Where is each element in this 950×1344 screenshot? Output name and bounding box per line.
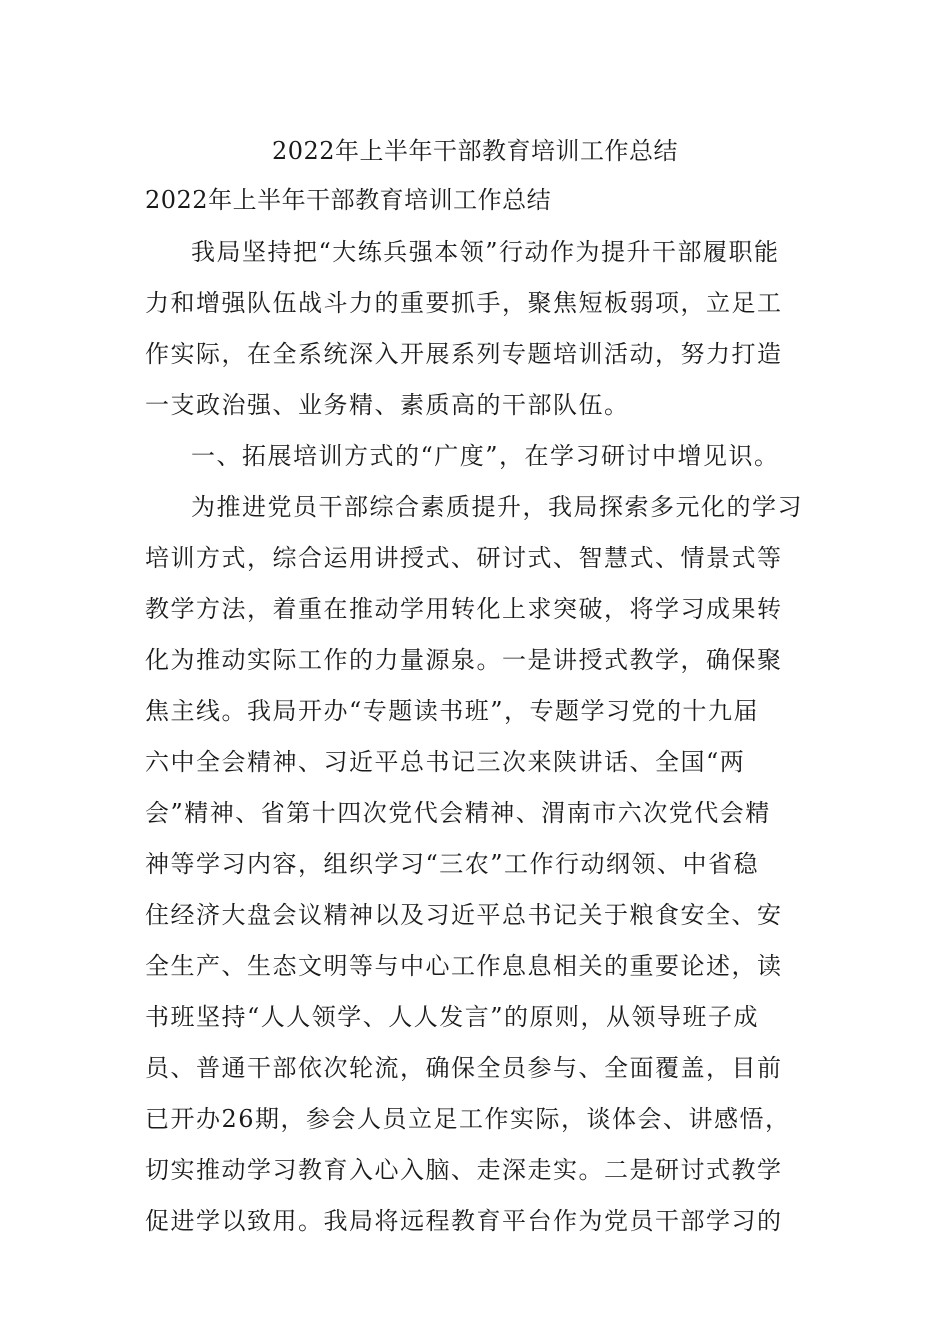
paragraph-line: 培训方式，综合运用讲授式、研讨式、智慧式、情景式等 (145, 544, 783, 572)
paragraph-line: 已开办26期，参会人员立足工作实际，谈体会、讲感悟， (145, 1105, 791, 1133)
paragraph-line: 员、普通干部依次轮流，确保全员参与、全面覆盖，目前 (145, 1054, 783, 1082)
section-heading: 一、拓展培训方式的“广度”，在学习研讨中增见识。 (191, 442, 780, 470)
paragraph-line: 书班坚持“人人领学、人人发言”的原则，从领导班子成 (145, 1003, 760, 1031)
paragraph-line: 全生产、生态文明等与中心工作息息相关的重要论述，读 (145, 952, 783, 980)
paragraph-line: 神等学习内容，组织学习“三农”工作行动纲领、中省稳 (145, 850, 760, 878)
paragraph-line: 力和增强队伍战斗力的重要抓手，聚焦短板弱项，立足工 (145, 289, 783, 317)
paragraph-line: 为推进党员干部综合素质提升，我局探索多元化的学习 (191, 493, 803, 521)
paragraph-line: 我局坚持把“大练兵强本领”行动作为提升干部履职能 (191, 238, 780, 266)
paragraph-line: 作实际，在全系统深入开展系列专题培训活动，努力打造 (145, 340, 783, 368)
paragraph-line: 会”精神、省第十四次党代会精神、渭南市六次党代会精 (145, 799, 771, 827)
paragraph-line: 一支政治强、业务精、素质高的干部队伍。 (145, 391, 630, 419)
paragraph-line: 切实推动学习教育入心入脑、走深走实。二是研讨式教学 (145, 1156, 783, 1184)
paragraph-line: 住经济大盘会议精神以及习近平总书记关于粮食安全、安 (145, 901, 783, 929)
paragraph-line: 六中全会精神、习近平总书记三次来陕讲话、全国“两 (145, 748, 746, 776)
paragraph-line: 化为推动实际工作的力量源泉。一是讲授式教学，确保聚 (145, 646, 783, 674)
paragraph-line: 促进学以致用。我局将远程教育平台作为党员干部学习的 (145, 1207, 783, 1235)
body-text (145, 230, 825, 1250)
paragraph-line: 教学方法，着重在推动学用转化上求突破，将学习成果转 (145, 595, 783, 623)
document-subtitle: 2022年上半年干部教育培训工作总结 (145, 186, 552, 214)
document-title: 2022年上半年干部教育培训工作总结 (271, 137, 679, 165)
paragraph-line: 焦主线。我局开办“专题读书班”，专题学习党的十九届 (145, 697, 760, 725)
